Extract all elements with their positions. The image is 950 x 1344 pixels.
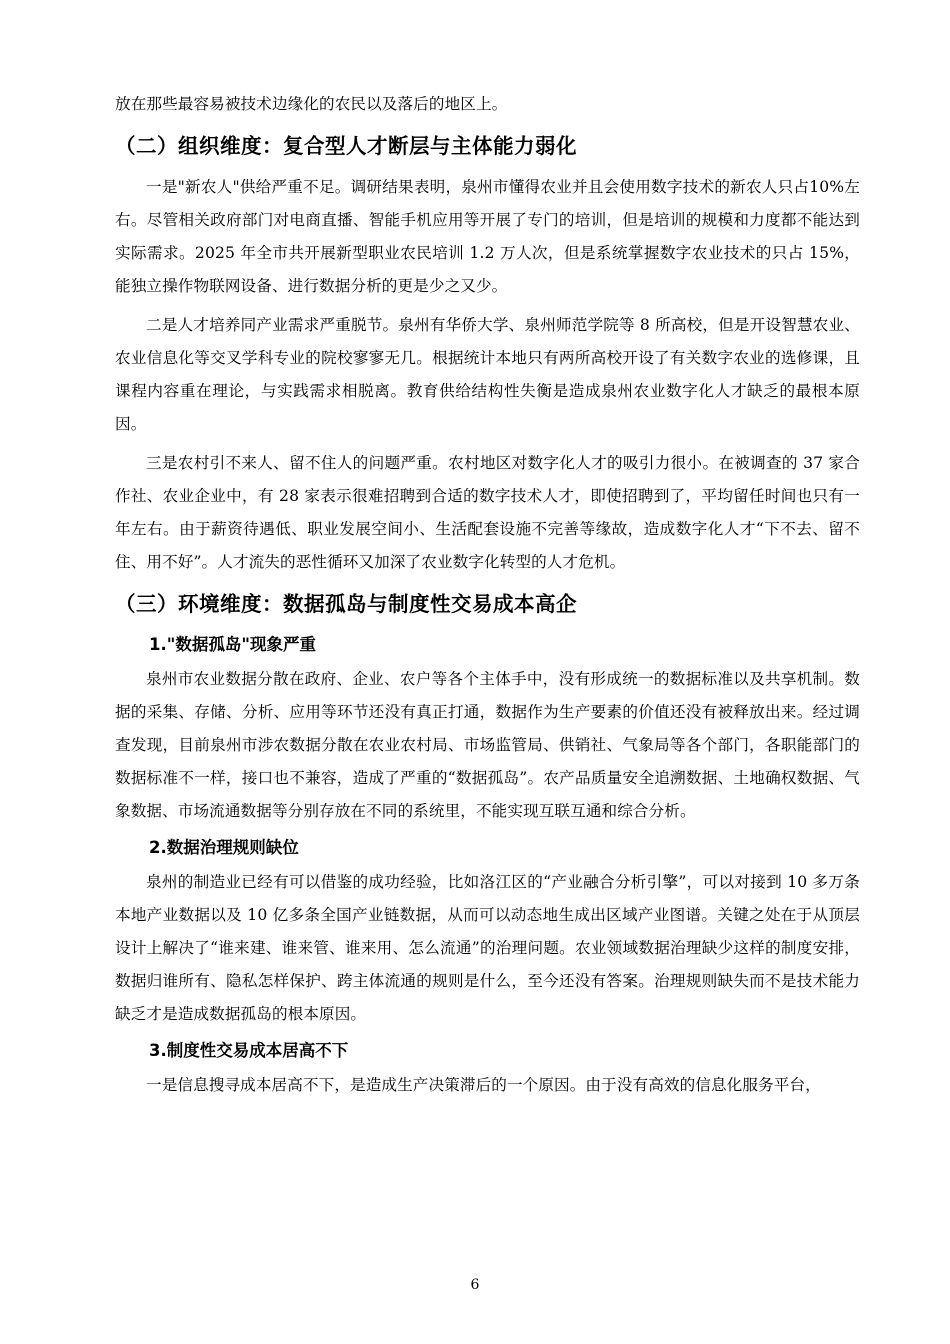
subheading-transaction-costs: 3.制度性交易成本居高不下 <box>149 1041 349 1060</box>
paragraph-data-governance: 泉州的制造业已经有可以借鉴的成功经验，比如洛江区的“产业融合分析引擎”，可以对接到 10 多万条本地产业数据以及 10 亿多条全国产业链数据，从而可以动态地生成出区域产业图谱。关键之处在于从顶层设计上解决了“谁来建、谁来管、谁来用、怎么流通”的治理问题。农业领域数据治理缺少这样的制度安排，数据归谁所有、隐私怎样保护、跨主体流通的规则是什么，至今还没有答案。治理规则缺失而不是技术能力缺乏才是造成数据孤岛的根本原因。 <box>115 873 860 1023</box>
paragraph-transaction-costs: 一是信息搜寻成本居高不下，是造成生产决策滞后的一个原因。由于没有高效的信息化服务平台， <box>146 1076 821 1094</box>
paragraph-talent-training: 二是人才培养同产业需求严重脱节。泉州有华侨大学、泉州师范学院等 8 所高校，但是开设智慧农业、农业信息化等交叉学科专业的院校寥寥无几。根据统计本地只有两所高校开设了有关数字农业的选修课，且课程内容重在理论，与实践需求相脱离。教育供给结构性失衡是造成泉州农业数字化人才缺乏的最根本原因。 <box>115 316 860 433</box>
section-heading-environment: （三）环境维度：数据孤岛与制度性交易成本高企 <box>115 592 577 616</box>
paragraph-continued: 放在那些最容易被技术边缘化的农民以及落后的地区上。 <box>115 95 508 113</box>
paragraph-new-farmers: 一是"新农人"供给严重不足。调研结果表明，泉州市懂得农业并且会使用数字技术的新农人只占10%左右。尽管相关政府部门对电商直播、智能手机应用等开展了专门的培训，但是培训的规模和力度都不能达到实际需求。2025 年全市共开展新型职业农民培训 1.2 万人次，但是系统掌握数字农业技术的只占 15%，能独立操作物联网设备、进行数据分析的更是少之又少。 <box>115 178 860 295</box>
paragraph-rural-retention: 三是农村引不来人、留不住人的问题严重。农村地区对数字化人才的吸引力很小。在被调查的 37 家合作社、农业企业中，有 28 家表示很难招聘到合适的数字技术人才，即使招聘到了，平均留任时间也只有一年左右。由于薪资待遇低、职业发展空间小、生活配套设施不完善等缘故，造成数字化人才“下不去、留不住、用不好”。人才流失的恶性循环又加深了农业数字化转型的人才危机。 <box>115 454 860 571</box>
paragraph-data-islands: 泉州市农业数据分散在政府、企业、农户等各个主体手中，没有形成统一的数据标准以及共享机制。数据的采集、存储、分析、应用等环节还没有真正打通，数据作为生产要素的价值还没有被释放出来。经过调查发现，目前泉州市涉农数据分散在农业农村局、市场监管局、供销社、气象局等各个部门，各职能部门的数据标准不一样，接口也不兼容，造成了严重的“数据孤岛”。农产品质量安全追溯数据、土地确权数据、气象数据、市场流通数据等分别存放在不同的系统里，不能实现互联互通和综合分析。 <box>115 670 860 820</box>
page-number: 6 <box>470 1277 480 1293</box>
section-heading-organization: （二）组织维度：复合型人才断层与主体能力弱化 <box>115 134 577 158</box>
subheading-data-governance: 2.数据治理规则缺位 <box>149 838 299 857</box>
document-page <box>115 88 860 1102</box>
subheading-data-islands: 1."数据孤岛"现象严重 <box>149 635 316 654</box>
